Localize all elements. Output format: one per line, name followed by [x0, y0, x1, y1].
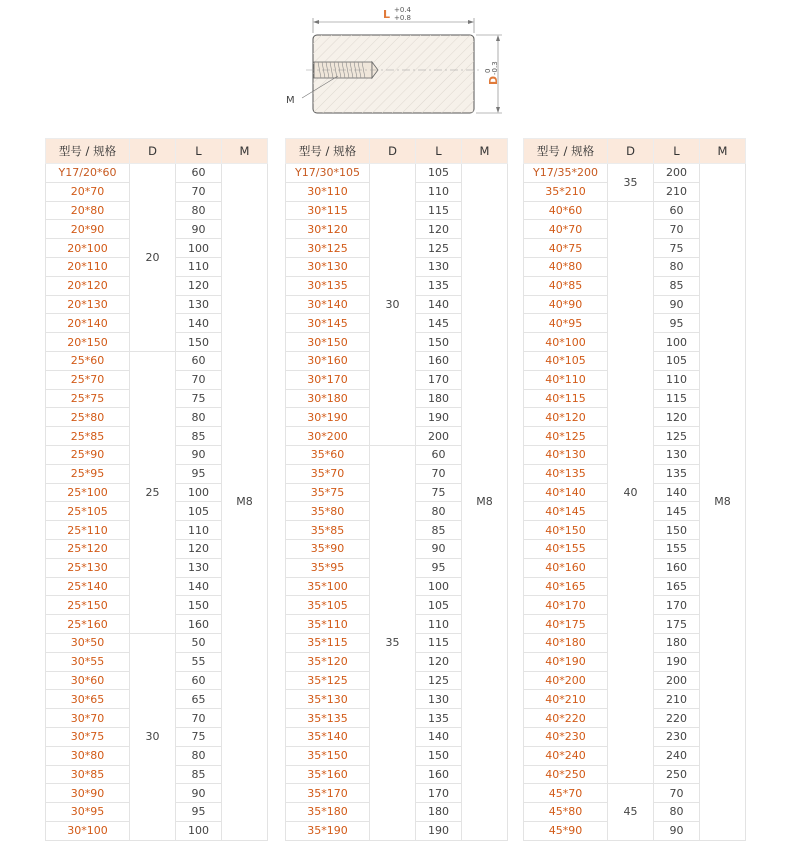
- model-cell: 25*130: [46, 558, 130, 577]
- length-cell: 90: [176, 784, 222, 803]
- model-cell: 35*170: [286, 784, 370, 803]
- length-cell: 85: [416, 521, 462, 540]
- model-cell: 40*230: [524, 727, 608, 746]
- thread-cell: M8: [700, 164, 746, 841]
- length-cell: 90: [416, 539, 462, 558]
- length-cell: 175: [654, 615, 700, 634]
- model-cell: 40*180: [524, 633, 608, 652]
- model-cell: 35*90: [286, 539, 370, 558]
- length-cell: 180: [654, 633, 700, 652]
- model-cell: 20*140: [46, 314, 130, 333]
- header-model: 型号 / 规格: [46, 139, 130, 164]
- model-cell: 25*95: [46, 464, 130, 483]
- length-cell: 100: [176, 821, 222, 840]
- diameter-cell: 35: [370, 445, 416, 840]
- length-cell: 110: [416, 182, 462, 201]
- header-model: 型号 / 规格: [524, 139, 608, 164]
- dimension-d-label: D: [487, 75, 500, 85]
- model-cell: 30*150: [286, 333, 370, 352]
- length-cell: 120: [176, 539, 222, 558]
- model-cell: 25*105: [46, 502, 130, 521]
- length-cell: 150: [176, 333, 222, 352]
- model-cell: 40*75: [524, 239, 608, 258]
- model-cell: 40*85: [524, 276, 608, 295]
- model-cell: 40*70: [524, 220, 608, 239]
- model-cell: 30*65: [46, 690, 130, 709]
- length-cell: 85: [654, 276, 700, 295]
- model-cell: 30*70: [46, 709, 130, 728]
- length-cell: 110: [654, 370, 700, 389]
- header-d: D: [370, 139, 416, 164]
- table-row: [46, 164, 268, 183]
- model-cell: 30*170: [286, 370, 370, 389]
- model-cell: 40*130: [524, 445, 608, 464]
- length-cell: 190: [416, 408, 462, 427]
- model-cell: 20*100: [46, 239, 130, 258]
- model-cell: 20*80: [46, 201, 130, 220]
- length-cell: 105: [176, 502, 222, 521]
- length-cell: 220: [654, 709, 700, 728]
- model-cell: 30*145: [286, 314, 370, 333]
- model-cell: 30*55: [46, 652, 130, 671]
- model-cell: 30*190: [286, 408, 370, 427]
- model-cell: 35*110: [286, 615, 370, 634]
- length-cell: 210: [654, 182, 700, 201]
- diameter-cell: 40: [608, 201, 654, 784]
- model-cell: 35*95: [286, 558, 370, 577]
- model-cell: 40*80: [524, 257, 608, 276]
- length-cell: 110: [176, 257, 222, 276]
- table-header-row: [286, 139, 508, 164]
- model-cell: 35*60: [286, 445, 370, 464]
- model-cell: 35*100: [286, 577, 370, 596]
- length-cell: 135: [416, 709, 462, 728]
- length-cell: 90: [654, 821, 700, 840]
- model-cell: 40*140: [524, 483, 608, 502]
- length-cell: 140: [416, 295, 462, 314]
- diameter-cell: 35: [608, 164, 654, 202]
- length-cell: 190: [654, 652, 700, 671]
- model-cell: 30*110: [286, 182, 370, 201]
- model-cell: 40*100: [524, 333, 608, 352]
- dimension-d-tolerance-upper: 0: [484, 68, 492, 73]
- model-cell: 25*150: [46, 596, 130, 615]
- length-cell: 160: [176, 615, 222, 634]
- model-cell: 40*170: [524, 596, 608, 615]
- model-cell: 40*125: [524, 427, 608, 446]
- length-cell: 60: [176, 164, 222, 183]
- length-cell: 120: [654, 408, 700, 427]
- length-cell: 50: [176, 633, 222, 652]
- length-cell: 70: [176, 709, 222, 728]
- model-cell: Y17/30*105: [286, 164, 370, 183]
- length-cell: 125: [654, 427, 700, 446]
- model-cell: 35*105: [286, 596, 370, 615]
- model-cell: 25*70: [46, 370, 130, 389]
- length-cell: 250: [654, 765, 700, 784]
- length-cell: 70: [654, 784, 700, 803]
- diameter-cell: 30: [130, 633, 176, 840]
- length-cell: 240: [654, 746, 700, 765]
- model-cell: 25*160: [46, 615, 130, 634]
- length-cell: 105: [416, 164, 462, 183]
- model-cell: 40*60: [524, 201, 608, 220]
- length-cell: 65: [176, 690, 222, 709]
- length-cell: 100: [416, 577, 462, 596]
- model-cell: 40*135: [524, 464, 608, 483]
- length-cell: 80: [176, 201, 222, 220]
- length-cell: 130: [176, 558, 222, 577]
- header-model: 型号 / 规格: [286, 139, 370, 164]
- model-cell: 25*60: [46, 351, 130, 370]
- length-cell: 90: [654, 295, 700, 314]
- dimension-l-tolerance-upper: +0.4: [394, 6, 411, 14]
- spec-table-2: [285, 138, 508, 841]
- model-cell: 30*125: [286, 239, 370, 258]
- length-cell: 70: [176, 370, 222, 389]
- length-cell: 180: [416, 389, 462, 408]
- dimension-l-tolerance-lower: +0.8: [394, 14, 411, 22]
- model-cell: 40*120: [524, 408, 608, 427]
- length-cell: 75: [416, 483, 462, 502]
- length-cell: 135: [654, 464, 700, 483]
- length-cell: 70: [176, 182, 222, 201]
- length-cell: 145: [416, 314, 462, 333]
- thread-cell: M8: [462, 164, 508, 841]
- model-cell: 35*75: [286, 483, 370, 502]
- length-cell: 60: [654, 201, 700, 220]
- model-cell: 30*80: [46, 746, 130, 765]
- header-m: M: [462, 139, 508, 164]
- model-cell: 30*135: [286, 276, 370, 295]
- model-cell: 20*130: [46, 295, 130, 314]
- spec-table-3: [523, 138, 746, 841]
- length-cell: 75: [654, 239, 700, 258]
- length-cell: 115: [416, 633, 462, 652]
- length-cell: 170: [654, 596, 700, 615]
- diameter-cell: 25: [130, 351, 176, 633]
- model-cell: 25*100: [46, 483, 130, 502]
- length-cell: 80: [654, 803, 700, 822]
- length-cell: 100: [654, 333, 700, 352]
- model-cell: 35*70: [286, 464, 370, 483]
- model-cell: 25*90: [46, 445, 130, 464]
- model-cell: 35*115: [286, 633, 370, 652]
- dimension-d-tolerance-lower: -0.3: [491, 61, 499, 75]
- length-cell: 85: [176, 765, 222, 784]
- length-cell: 115: [654, 389, 700, 408]
- model-cell: 30*160: [286, 351, 370, 370]
- length-cell: 145: [654, 502, 700, 521]
- length-cell: 80: [416, 502, 462, 521]
- length-cell: 60: [176, 351, 222, 370]
- model-cell: 40*155: [524, 539, 608, 558]
- table-row: [286, 164, 508, 183]
- length-cell: 95: [176, 464, 222, 483]
- length-cell: 110: [416, 615, 462, 634]
- model-cell: 35*130: [286, 690, 370, 709]
- length-cell: 165: [654, 577, 700, 596]
- model-cell: 30*200: [286, 427, 370, 446]
- model-cell: 40*190: [524, 652, 608, 671]
- model-cell: 35*125: [286, 671, 370, 690]
- model-cell: 40*90: [524, 295, 608, 314]
- spec-table-1: [45, 138, 268, 841]
- header-m: M: [222, 139, 268, 164]
- model-cell: 45*90: [524, 821, 608, 840]
- length-cell: 90: [176, 220, 222, 239]
- model-cell: 20*110: [46, 257, 130, 276]
- length-cell: 70: [416, 464, 462, 483]
- model-cell: 40*240: [524, 746, 608, 765]
- thread-m-label: M: [286, 95, 295, 106]
- length-cell: 80: [176, 408, 222, 427]
- model-cell: Y17/35*200: [524, 164, 608, 183]
- length-cell: 95: [176, 803, 222, 822]
- model-cell: 30*100: [46, 821, 130, 840]
- table-header-row: [46, 139, 268, 164]
- model-cell: 35*85: [286, 521, 370, 540]
- model-cell: 40*110: [524, 370, 608, 389]
- length-cell: 150: [416, 746, 462, 765]
- model-cell: 35*210: [524, 182, 608, 201]
- length-cell: 90: [176, 445, 222, 464]
- model-cell: 25*110: [46, 521, 130, 540]
- model-cell: 25*75: [46, 389, 130, 408]
- model-cell: 30*75: [46, 727, 130, 746]
- header-d: D: [608, 139, 654, 164]
- length-cell: 150: [654, 521, 700, 540]
- model-cell: 35*135: [286, 709, 370, 728]
- header-l: L: [176, 139, 222, 164]
- model-cell: 30*95: [46, 803, 130, 822]
- model-cell: 25*80: [46, 408, 130, 427]
- length-cell: 150: [176, 596, 222, 615]
- model-cell: 45*70: [524, 784, 608, 803]
- model-cell: 45*80: [524, 803, 608, 822]
- length-cell: 140: [176, 577, 222, 596]
- model-cell: 40*105: [524, 351, 608, 370]
- model-cell: 30*130: [286, 257, 370, 276]
- model-cell: 30*90: [46, 784, 130, 803]
- model-cell: 20*70: [46, 182, 130, 201]
- model-cell: 35*150: [286, 746, 370, 765]
- length-cell: 95: [416, 558, 462, 577]
- length-cell: 190: [416, 821, 462, 840]
- length-cell: 100: [176, 239, 222, 258]
- length-cell: 125: [416, 671, 462, 690]
- length-cell: 70: [654, 220, 700, 239]
- length-cell: 105: [416, 596, 462, 615]
- length-cell: 120: [416, 652, 462, 671]
- length-cell: 130: [416, 257, 462, 276]
- model-cell: 40*160: [524, 558, 608, 577]
- model-cell: 30*50: [46, 633, 130, 652]
- model-cell: 35*140: [286, 727, 370, 746]
- model-cell: 40*115: [524, 389, 608, 408]
- header-d: D: [130, 139, 176, 164]
- model-cell: 20*120: [46, 276, 130, 295]
- model-cell: 35*80: [286, 502, 370, 521]
- model-cell: 40*145: [524, 502, 608, 521]
- length-cell: 95: [654, 314, 700, 333]
- length-cell: 120: [416, 220, 462, 239]
- model-cell: 40*250: [524, 765, 608, 784]
- model-cell: 20*90: [46, 220, 130, 239]
- dimension-l-label: L: [383, 8, 391, 21]
- length-cell: 75: [176, 389, 222, 408]
- model-cell: Y17/20*60: [46, 164, 130, 183]
- part-diagram: [0, 0, 790, 130]
- model-cell: 20*150: [46, 333, 130, 352]
- model-cell: 30*115: [286, 201, 370, 220]
- model-cell: 25*85: [46, 427, 130, 446]
- length-cell: 110: [176, 521, 222, 540]
- model-cell: 40*150: [524, 521, 608, 540]
- length-cell: 230: [654, 727, 700, 746]
- length-cell: 100: [176, 483, 222, 502]
- model-cell: 30*120: [286, 220, 370, 239]
- model-cell: 30*140: [286, 295, 370, 314]
- length-cell: 180: [416, 803, 462, 822]
- model-cell: 40*220: [524, 709, 608, 728]
- model-cell: 35*160: [286, 765, 370, 784]
- length-cell: 140: [176, 314, 222, 333]
- length-cell: 200: [654, 164, 700, 183]
- length-cell: 85: [176, 427, 222, 446]
- length-cell: 140: [416, 727, 462, 746]
- length-cell: 160: [416, 765, 462, 784]
- length-cell: 80: [176, 746, 222, 765]
- length-cell: 170: [416, 784, 462, 803]
- model-cell: 35*190: [286, 821, 370, 840]
- length-cell: 155: [654, 539, 700, 558]
- model-cell: 25*120: [46, 539, 130, 558]
- model-cell: 40*175: [524, 615, 608, 634]
- length-cell: 105: [654, 351, 700, 370]
- thread-cell: M8: [222, 164, 268, 841]
- length-cell: 60: [416, 445, 462, 464]
- model-cell: 30*180: [286, 389, 370, 408]
- diameter-cell: 45: [608, 784, 654, 840]
- model-cell: 40*165: [524, 577, 608, 596]
- length-cell: 135: [416, 276, 462, 295]
- header-l: L: [654, 139, 700, 164]
- model-cell: 30*60: [46, 671, 130, 690]
- model-cell: 40*200: [524, 671, 608, 690]
- model-cell: 35*180: [286, 803, 370, 822]
- length-cell: 60: [176, 671, 222, 690]
- model-cell: 25*140: [46, 577, 130, 596]
- length-cell: 200: [654, 671, 700, 690]
- header-l: L: [416, 139, 462, 164]
- length-cell: 75: [176, 727, 222, 746]
- diameter-cell: 20: [130, 164, 176, 352]
- length-cell: 200: [416, 427, 462, 446]
- length-cell: 160: [654, 558, 700, 577]
- length-cell: 210: [654, 690, 700, 709]
- length-cell: 130: [416, 690, 462, 709]
- length-cell: 120: [176, 276, 222, 295]
- length-cell: 80: [654, 257, 700, 276]
- length-cell: 130: [176, 295, 222, 314]
- length-cell: 130: [654, 445, 700, 464]
- length-cell: 150: [416, 333, 462, 352]
- length-cell: 160: [416, 351, 462, 370]
- model-cell: 40*210: [524, 690, 608, 709]
- length-cell: 125: [416, 239, 462, 258]
- length-cell: 115: [416, 201, 462, 220]
- table-row: [524, 164, 746, 183]
- model-cell: 35*120: [286, 652, 370, 671]
- length-cell: 170: [416, 370, 462, 389]
- length-cell: 140: [654, 483, 700, 502]
- model-cell: 40*95: [524, 314, 608, 333]
- model-cell: 30*85: [46, 765, 130, 784]
- diameter-cell: 30: [370, 164, 416, 446]
- table-header-row: [524, 139, 746, 164]
- length-cell: 55: [176, 652, 222, 671]
- header-m: M: [700, 139, 746, 164]
